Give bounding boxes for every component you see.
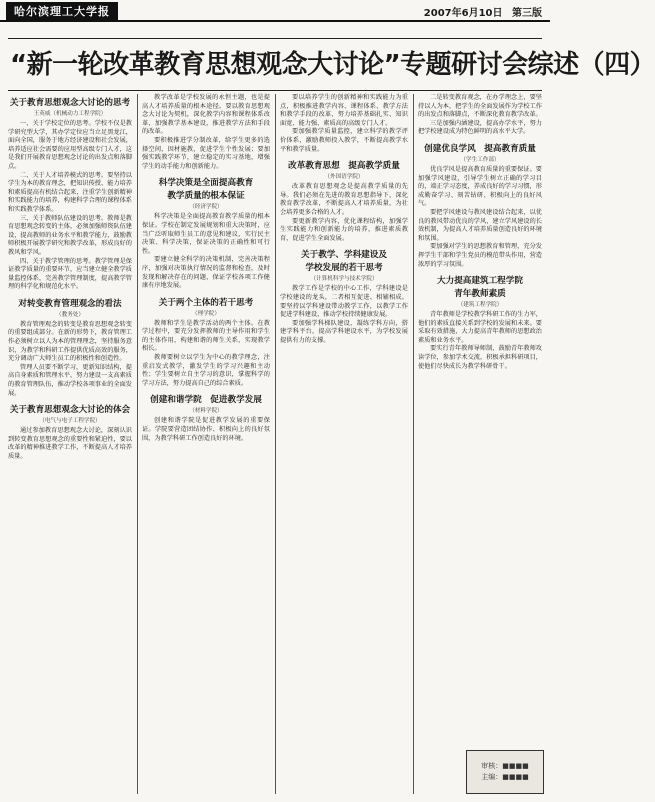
column-4 [418, 94, 542, 794]
article-heading: 关于两个主体的若干思考 [158, 297, 254, 308]
article-paragraph: 要实行青年教师导师制，鼓励青年教师攻读学位，参加学术交流，积极承担科研项目，使他们尽快成长为教学科研骨干。 [418, 345, 542, 370]
article-paragraph: 三是加强内涵建设，提高办学水平，努力把学校建设成为特色鲜明的高水平大学。 [418, 119, 542, 136]
page-title: “新一轮改革教育思想观念大讨论”专题研讨会综述（四） [10, 50, 655, 80]
article-byline: （教务处） [56, 311, 84, 318]
editor-stamp [466, 750, 544, 794]
article-heading: 科学决策是全面提高教育 [158, 178, 254, 189]
article-paragraph: 要加强学科梯队建设，凝练学科方向，搭建学科平台，提高学科建设水平，为学校发展提供有力的支撑。 [280, 319, 408, 344]
article-paragraph: 教育管理观念的转变是教育思想观念转变的重要组成部分。在新的形势下，教育管理工作必须树立以人为本的管理理念，坚持服务意识，为教学和科研工作提供优质高效的服务，充分调动广大师生员工的积极性和创造性。 [8, 320, 132, 363]
article-paragraph: 教师和学生是教学活动的两个主体。在教学过程中，要充分发挥教师的主导作用和学生的主体作用，构建和谐的师生关系，实现教学相长。 [142, 319, 270, 353]
issue-date: 2007年6月10日 [423, 8, 503, 19]
article-paragraph: 青年教师是学校教学科研工作的生力军，他们的素质直接关系到学校的发展和未来。要采取有效措施，大力提高青年教师的思想政治素质和业务水平。 [418, 311, 542, 344]
article-paragraph: 通过参加教育思想观念大讨论，深刻认识到转变教育思想观念的重要性和紧迫性，要以改革的精神推进教学工作，不断提高人才培养质量。 [8, 427, 132, 460]
article-heading: 大力提高建筑工程学院 [437, 276, 523, 287]
article-paragraph: 要把学风建设与教风建设结合起来，以优良的教风带动优良的学风，建立学风建设的长效机制，为提高人才培养质量创造良好的环境和氛围。 [418, 208, 542, 242]
article-paragraph: 优良学风是提高教育质量的重要保证。要加强学风建设，引导学生树立正确的学习目的，端正学习态度，养成良好的学习习惯，形成勤奋学习、刻苦钻研、积极向上的良好风气。 [418, 165, 542, 208]
column-divider [137, 94, 138, 794]
article-paragraph: 管理人员要不断学习，更新知识结构，提高自身素质和管理水平，努力建设一支高素质的教育管理队伍，推动学校各项事业的全面发展。 [8, 363, 132, 397]
article-heading: 青年教师素质 [454, 289, 506, 300]
article-paragraph: 二是转变教育观念，在办学理念上，要坚持以人为本，把学生的全面发展作为学校工作的出发点和落脚点，不断深化教育教学改革。 [418, 94, 542, 119]
article-paragraph: 要建立健全科学的决策机制，完善决策程序，加强对决策执行情况的监督和检查，及时发现和解决存在的问题，保证学校各项工作健康有序地发展。 [142, 256, 270, 290]
article-byline: （经济学院） [189, 204, 223, 211]
article-heading: 关于教学、学科建设及 [301, 250, 387, 261]
article-byline: （学生工作部） [460, 156, 500, 163]
article-paragraph: 教学工作是学校的中心工作，学科建设是学校建设的龙头，二者相互促进、相辅相成。要坚持以学科建设带动教学工作，以教学工作促进学科建设，推动学校持续健康发展。 [280, 285, 408, 319]
article-byline: （电气与电子工程学院） [39, 418, 101, 425]
article-byline: （计算机科学与技术学院） [310, 276, 378, 283]
article-paragraph: 三、关于教师队伍建设的思考。教师是教育思想观念转变的主体，必须加强师资队伍建设，提高教师的业务水平和教学能力，鼓励教师积极开展教学研究和教学改革，形成良好的教风和学风。 [8, 214, 132, 256]
article-byline: （外国语学院） [324, 174, 364, 181]
editor-stamp-line: 审核：■■■■ [481, 762, 529, 770]
editor-stamp-line: 主编：■■■■ [481, 773, 529, 781]
article-byline: 王英威（机械动力工程学院） [33, 111, 107, 117]
article-paragraph: 创建和谐学院是促进教学发展的重要保证。学院要营造团结协作、积极向上的良好氛围，为教学科研工作创造良好的环境。 [142, 417, 270, 442]
title-rule-top [8, 38, 542, 39]
column-3 [280, 94, 408, 794]
article-paragraph: 教师要树立以学生为中心的教学理念，注重启发式教学，激发学生的学习兴趣和主动性；学生要树立自主学习的意识，掌握科学的学习方法，努力提高自己的综合素质。 [142, 354, 270, 387]
article-heading: 创建优良学风 提高教育质量 [424, 143, 536, 154]
issue-info [424, 4, 542, 19]
column-divider [413, 94, 414, 794]
article-paragraph: 改革教育思想观念是提高教学质量的先导。我们必须在先进的教育思想指导下，深化教育教学改革，不断提高人才培养质量，为社会培养更多合格的人才。 [280, 183, 408, 216]
article-byline: （材料学院） [189, 408, 223, 415]
column-2 [142, 94, 270, 794]
column-1 [8, 94, 132, 794]
article-paragraph: 科学决策是全面提高教育教学质量的根本保证。学校在制定发展规划和重大决策时，应当广泛听取师生员工的意见和建议，实行民主决策、科学决策，保证决策的正确性和可行性。 [142, 213, 270, 255]
article-heading: 学校发展的若干思考 [305, 263, 383, 274]
article-byline: （建筑工程学院） [457, 302, 503, 309]
article-heading: 创建和谐学院 促进教学发展 [150, 395, 262, 406]
article-heading: 对转变教育管理观念的看法 [18, 298, 122, 309]
article-paragraph: 要加强对学生的思想教育和管理，充分发挥学生干部和学生党员的模范带头作用，营造浓厚的学习氛围。 [418, 243, 542, 268]
article-paragraph: 教学改革是学校发展的永恒主题，也是提高人才培养质量的根本途径。要以教育思想观念大讨论为契机，深化教学内容和课程体系改革，加强教学基本建设，推进教学方法和手段的改革。 [142, 94, 270, 136]
article-heading: 改革教育思想 提高教学质量 [288, 161, 400, 172]
article-heading: 关于教育思想观念大讨论的思考 [9, 98, 131, 108]
paper-name: 哈尔滨理工大学报 [6, 2, 118, 21]
article-paragraph: 二、关于人才培养模式的思考。要坚持以学生为本的教育理念，把知识传授、能力培养和素质提高有机结合起来，注重学生创新精神和实践能力的培养，构建科学合理的课程体系和实践教学体系。 [8, 171, 132, 213]
article-paragraph: 要加强教学质量监控，建立科学的教学评价体系，激励教师投入教学，不断提高教学水平和教学质量。 [280, 128, 408, 153]
article-paragraph: 一、关于学校定位的思考。学校不仅是教学研究型大学，其办学定位应当立足黑龙江，面向全国，服务于地方经济建设和社会发展，培养适应社会需要的应用型高级专门人才，这是我们开展教育思想观念讨论的出发点和落脚点。 [8, 120, 132, 170]
masthead [0, 0, 550, 22]
column-divider [275, 94, 276, 794]
article-paragraph: 四、关于教学管理的思考。教学管理是保证教学质量的重要环节，应当建立健全教学质量监控体系，完善教学管理制度，提高教学管理的科学化和规范化水平。 [8, 257, 132, 291]
title-rule-bottom [8, 90, 542, 91]
article-paragraph: 要积极推进学分制改革，给学生更多的选择空间，因材施教，促进学生个性发展；要加强实践教学环节，建立稳定的实习基地，增强学生的动手能力和创新能力。 [142, 136, 270, 170]
article-heading: 关于教育思想观念大讨论的体会 [9, 405, 131, 416]
issue-edition: 第三版 [512, 8, 542, 19]
article-heading: 教学质量的根本保证 [167, 191, 245, 202]
article-paragraph: 要以培养学生的创新精神和实践能力为重点，积极推进教学内容、课程体系、教学方法和教学手段的改革，努力培养基础扎实、知识面宽、能力强、素质高的高级专门人才。 [280, 94, 408, 127]
article-paragraph: 要更新教学内容，优化课程结构，加强学生实践能力和创新能力的培养，推进素质教育，促进学生全面发展。 [280, 217, 408, 242]
article-byline: （理学院） [192, 310, 220, 317]
